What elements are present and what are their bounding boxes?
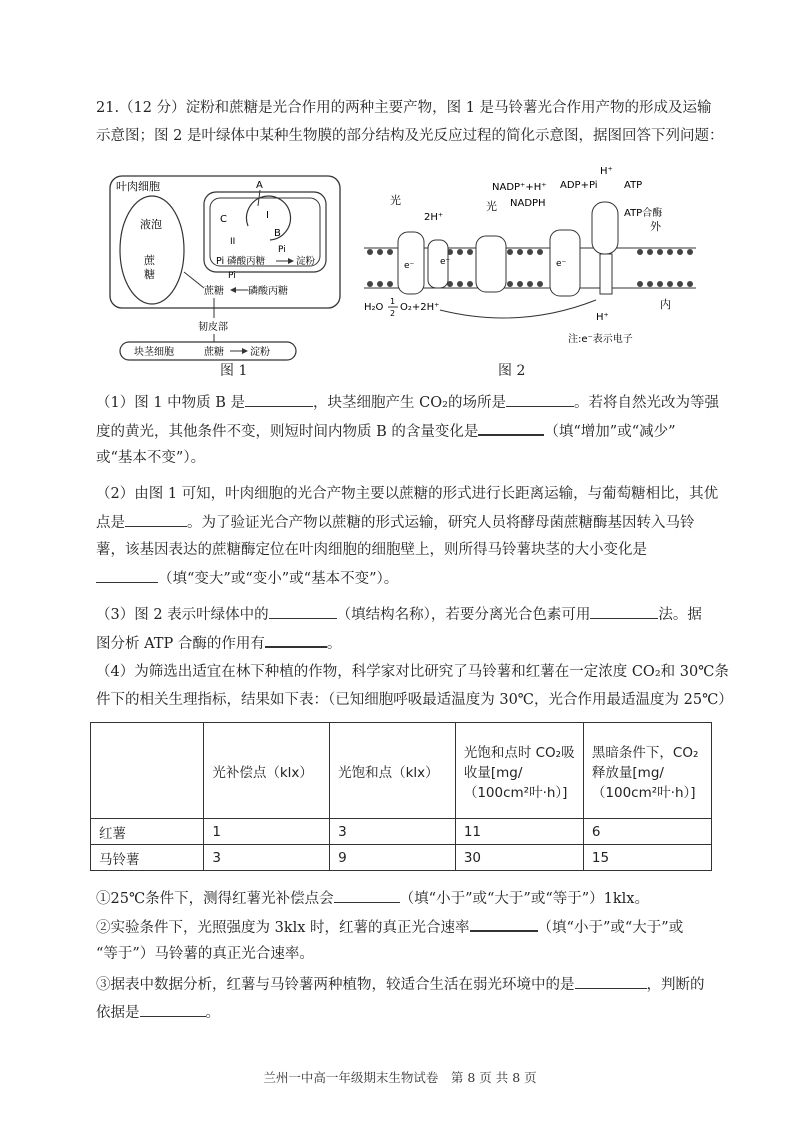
- figure-2-caption: 图 2: [498, 363, 526, 379]
- sub2-line1: ②实验条件下，光照强度为 3klx 时，红薯的真正光合速率 （填“小于”或“大于”或: [96, 916, 683, 938]
- table-header-row: [91, 723, 712, 819]
- fraction-numerator: 1: [390, 297, 396, 306]
- table-row: [91, 819, 712, 845]
- label-C: C: [220, 214, 227, 225]
- question-header-line2: 示意图；图 2 是叶绿体中某种生物膜的部分结构及光反应过程的简化示意图，据图回答下列问题：: [96, 128, 724, 144]
- atp-synthase-label: ATP合酶: [624, 208, 663, 219]
- vacuole-label: 液泡: [140, 218, 162, 231]
- sub1-line: ①25℃条件下，测得红薯光补偿点会 （填“小于”或“大于”或“等于”）1klx。: [96, 888, 649, 909]
- electron-label-2: e⁻: [440, 257, 451, 267]
- electron-note: 注:e⁻表示电子: [568, 334, 633, 345]
- starch-label-2: 淀粉: [250, 347, 270, 358]
- data-table: [90, 722, 712, 871]
- pi-label-1: Pi: [278, 245, 286, 255]
- figure-1-caption: 图 1: [220, 363, 248, 379]
- q4-line1: （4）为筛选出适宜在林下种植的作物，科学家对比研究了马铃薯和红薯在一定浓度 CO₂和 30℃条: [96, 664, 729, 680]
- pi-triose-label: Pi 磷酸丙糖: [216, 256, 266, 267]
- mesophyll-label: 叶肉细胞: [116, 180, 160, 193]
- answer-blank[interactable]: [590, 604, 658, 619]
- phloem-label: 韧皮部: [198, 322, 228, 333]
- tuber-label: 块茎细胞: [134, 347, 174, 358]
- label-I: I: [266, 210, 269, 221]
- table-header-cell: [91, 723, 204, 819]
- table-header-cell: 光补偿点（klx）: [204, 723, 330, 819]
- answer-blank[interactable]: [470, 916, 538, 932]
- question-header-line1: 21.（12 分）淀粉和蔗糖是光合作用的两种主要产物，图 1 是马铃薯光合作用产物的形成及运输: [96, 100, 712, 116]
- page-footer: 兰州一中高一年级期末生物试卷 第 8 页 共 8 页: [263, 1070, 537, 1085]
- q2-line1: （2）由图 1 可知，叶肉细胞的光合产物主要以蔗糖的形式进行长距离运输，与葡萄糖相比，其优: [96, 486, 719, 502]
- label-II: II: [230, 237, 236, 247]
- atp-synthase-stalk: [600, 254, 612, 294]
- answer-blank[interactable]: [245, 392, 313, 407]
- answer-blank[interactable]: [125, 512, 187, 527]
- table-cell: 马铃薯: [91, 845, 204, 871]
- pi-label-2: Pi: [228, 271, 236, 281]
- table-row: [91, 845, 712, 871]
- svg-text:糖: 糖: [144, 268, 155, 281]
- protein-3: [476, 236, 506, 292]
- twoH-label: 2H⁺: [424, 212, 444, 223]
- outside-label: 外: [650, 220, 661, 233]
- table-cell: 1: [204, 819, 330, 845]
- oxygen-label: O₂+2H⁺: [400, 302, 440, 313]
- sub3-line2: 依据是 。: [96, 1002, 220, 1023]
- nadp-label: NADP⁺+H⁺: [492, 182, 547, 193]
- atp-synthase-head: [592, 202, 618, 254]
- hplus-bottom-label: H⁺: [596, 312, 609, 323]
- vacuole: [120, 196, 184, 304]
- sub2-line2: “等于”）马铃薯的真正光合速率。: [96, 946, 314, 962]
- q1-line3: 或“基本不变”）。: [96, 450, 206, 466]
- answer-blank[interactable]: [506, 392, 574, 407]
- label-A: A: [256, 180, 263, 191]
- triose-label-2: 磷酸丙糖: [248, 286, 288, 297]
- q3-line1: （3）图 2 表示叶绿体中的 （填结构名称），若要分离光合色素可用 法。据: [96, 604, 702, 625]
- answer-blank[interactable]: [478, 420, 544, 436]
- label-B: B: [274, 228, 281, 239]
- figure-2: [360, 160, 700, 360]
- starch-label-1: 淀粉: [296, 256, 316, 267]
- sucrose-label-2: 蔗糖: [204, 347, 224, 358]
- sucrose-label-1: 蔗糖: [204, 286, 224, 297]
- q3-line2: 图分析 ATP 合酶的作用有 。: [96, 632, 341, 654]
- table-cell: 6: [583, 819, 711, 845]
- table-cell: 15: [583, 845, 711, 871]
- answer-blank[interactable]: [269, 604, 337, 619]
- sucrose-vacuole-label: 蔗: [144, 254, 155, 267]
- q2-line2: 点是 。为了验证光合产物以蔗糖的形式运输，研究人员将酵母菌蔗糖酶基因转入马铃: [96, 512, 695, 533]
- light-label-1: 光: [390, 194, 401, 207]
- q2-line4: （填“变大”或“变小”或“基本不变”）。: [96, 568, 398, 589]
- adp-label: ADP+Pi: [560, 180, 598, 191]
- water-label: H₂O: [364, 302, 384, 313]
- table-header-cell: 光饱和点（klx）: [330, 723, 456, 819]
- table-header-cell: 光饱和点时 CO₂吸收量[mg/（100cm²叶·h）]: [455, 723, 583, 819]
- table-cell: 30: [455, 845, 583, 871]
- answer-blank[interactable]: [96, 568, 158, 583]
- light-label-2: 光: [486, 200, 497, 213]
- sub3-line1: ③据表中数据分析，红薯与马铃薯两种植物，较适合生活在弱光环境中的是 ，判断的: [96, 974, 705, 995]
- answer-blank[interactable]: [140, 1002, 206, 1017]
- q4-line2: 件下的相关生理指标，结果如下表：（已知细胞呼吸最适温度为 30℃，光合作用最适温度为 25℃）: [96, 692, 733, 708]
- electron-label-3: e⁻: [556, 259, 567, 269]
- table-header-cell: 黑暗条件下，CO₂释放量[mg/（100cm²叶·h）]: [583, 723, 711, 819]
- table-cell: 9: [330, 845, 456, 871]
- table-cell: 3: [330, 819, 456, 845]
- answer-blank[interactable]: [334, 888, 400, 903]
- atp-label: ATP: [624, 180, 643, 191]
- table-cell: 11: [455, 819, 583, 845]
- q1-line1: （1）图 1 中物质 B 是 ，块茎细胞产生 CO₂的场所是 。若将自然光改为等强: [96, 392, 719, 413]
- table-cell: 红薯: [91, 819, 204, 845]
- table-cell: 3: [204, 845, 330, 871]
- q1-line2: 度的黄光，其他条件不变，则短时间内物质 B 的含量变化是 （填“增加”或“减少”: [96, 420, 676, 442]
- answer-blank[interactable]: [265, 632, 327, 648]
- inside-label: 内: [660, 298, 671, 311]
- electron-label-1: e⁻: [404, 261, 415, 271]
- fraction-denominator: 2: [390, 309, 396, 318]
- answer-blank[interactable]: [575, 974, 647, 989]
- nadph-label: NADPH: [510, 198, 546, 209]
- hplus-top-label: H⁺: [600, 166, 613, 177]
- q2-line3: 薯，该基因表达的蔗糖酶定位在叶肉细胞的细胞壁上，则所得马铃薯块茎的大小变化是: [96, 542, 647, 558]
- figure-1: [108, 172, 348, 362]
